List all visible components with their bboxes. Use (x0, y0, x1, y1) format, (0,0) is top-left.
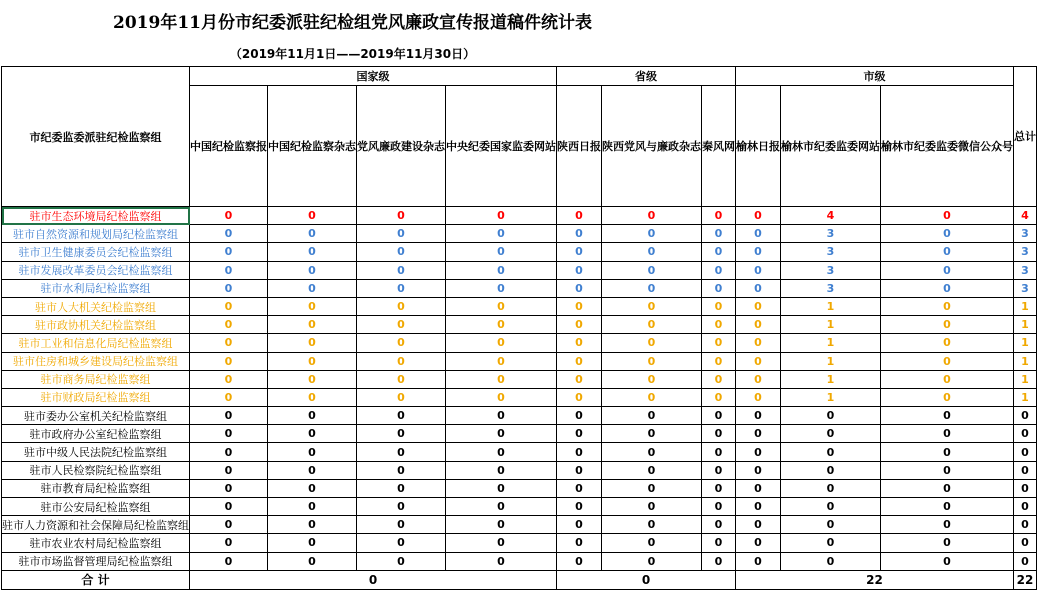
value-cell[interactable]: 0 (268, 370, 357, 388)
value-cell[interactable]: 0 (736, 479, 781, 497)
value-cell[interactable]: 0 (781, 461, 881, 479)
value-cell[interactable]: 0 (357, 207, 446, 225)
value-cell[interactable]: 0 (446, 443, 557, 461)
group-name-cell[interactable]: 驻市水利局纪检监察组 (2, 279, 190, 297)
value-cell[interactable]: 0 (190, 225, 268, 243)
value-cell[interactable]: 0 (736, 552, 781, 570)
value-cell[interactable]: 0 (702, 498, 736, 516)
value-cell[interactable]: 0 (781, 534, 881, 552)
value-cell[interactable]: 0 (881, 243, 1014, 261)
value-cell[interactable]: 1 (1014, 334, 1037, 352)
value-cell[interactable]: 0 (881, 516, 1014, 534)
value-cell[interactable]: 0 (268, 498, 357, 516)
value-cell[interactable]: 0 (268, 516, 357, 534)
table-row (2, 334, 1037, 352)
value-cell[interactable]: 0 (557, 461, 602, 479)
value-cell[interactable]: 1 (1014, 352, 1037, 370)
value-cell[interactable]: 0 (268, 297, 357, 315)
table-row (2, 516, 1037, 534)
value-cell[interactable]: 0 (602, 425, 702, 443)
value-cell[interactable]: 0 (781, 407, 881, 425)
value-cell[interactable]: 0 (190, 352, 268, 370)
group-name-cell[interactable]: 驻市人民检察院纪检监察组 (2, 461, 190, 479)
group-name-cell[interactable]: 驻市人大机关纪检监察组 (2, 297, 190, 315)
value-cell[interactable]: 0 (1014, 479, 1037, 497)
value-cell[interactable]: 0 (357, 425, 446, 443)
value-cell[interactable]: 0 (602, 370, 702, 388)
value-cell[interactable]: 0 (781, 479, 881, 497)
value-cell[interactable]: 0 (446, 388, 557, 406)
group-name-cell[interactable]: 驻市卫生健康委员会纪检监察组 (2, 243, 190, 261)
statistics-table (1, 66, 1037, 590)
value-cell[interactable]: 0 (446, 461, 557, 479)
value-cell[interactable]: 1 (781, 370, 881, 388)
value-cell[interactable]: 3 (781, 279, 881, 297)
value-cell[interactable]: 0 (268, 352, 357, 370)
value-cell[interactable]: 1 (1014, 388, 1037, 406)
value-cell[interactable]: 0 (357, 552, 446, 570)
value-cell[interactable]: 0 (1014, 461, 1037, 479)
value-cell[interactable]: 0 (702, 479, 736, 497)
value-cell[interactable]: 0 (268, 279, 357, 297)
value-cell[interactable]: 0 (557, 516, 602, 534)
value-cell[interactable]: 0 (446, 425, 557, 443)
value-cell[interactable]: 0 (446, 516, 557, 534)
value-cell[interactable]: 0 (602, 243, 702, 261)
group-name-cell[interactable]: 驻市住房和城乡建设局纪检监察组 (2, 352, 190, 370)
value-cell[interactable]: 0 (268, 334, 357, 352)
value-cell[interactable]: 0 (702, 316, 736, 334)
value-cell[interactable]: 0 (268, 388, 357, 406)
value-cell[interactable]: 0 (557, 443, 602, 461)
value-cell[interactable]: 0 (736, 370, 781, 388)
value-cell[interactable]: 0 (190, 498, 268, 516)
value-cell[interactable]: 0 (190, 552, 268, 570)
row-header-cell[interactable]: 市纪委监委派驻纪检监察组 (2, 67, 190, 207)
value-cell[interactable]: 0 (357, 461, 446, 479)
value-cell[interactable]: 0 (446, 370, 557, 388)
value-cell[interactable]: 0 (1014, 443, 1037, 461)
table-row (2, 352, 1037, 370)
value-cell[interactable]: 1 (781, 352, 881, 370)
group-name-cell[interactable]: 驻市财政局纪检监察组 (2, 388, 190, 406)
value-cell[interactable]: 0 (702, 334, 736, 352)
value-cell[interactable]: 0 (557, 316, 602, 334)
value-cell[interactable]: 0 (357, 261, 446, 279)
value-cell[interactable]: 0 (557, 225, 602, 243)
value-cell[interactable]: 0 (881, 534, 1014, 552)
value-cell[interactable]: 4 (781, 207, 881, 225)
value-cell[interactable]: 0 (602, 352, 702, 370)
value-cell[interactable]: 0 (881, 479, 1014, 497)
value-cell[interactable]: 0 (557, 407, 602, 425)
value-cell[interactable]: 0 (736, 516, 781, 534)
value-cell[interactable]: 0 (602, 388, 702, 406)
value-cell[interactable]: 0 (881, 279, 1014, 297)
table-row (2, 425, 1037, 443)
group-name-cell[interactable]: 驻市委办公室机关纪检监察组 (2, 407, 190, 425)
column-header-dflzjszz[interactable]: 党风廉政建设杂志 (357, 86, 446, 207)
value-cell[interactable]: 0 (602, 225, 702, 243)
value-cell[interactable]: 0 (446, 316, 557, 334)
value-cell[interactable]: 4 (1014, 207, 1037, 225)
group-name-cell[interactable]: 驻市公安局纪检监察组 (2, 498, 190, 516)
value-cell[interactable]: 0 (446, 243, 557, 261)
value-cell[interactable]: 0 (190, 243, 268, 261)
value-cell[interactable]: 0 (702, 279, 736, 297)
value-cell[interactable]: 0 (357, 407, 446, 425)
value-cell[interactable]: 0 (736, 498, 781, 516)
value-cell[interactable]: 0 (602, 516, 702, 534)
column-header-qfw[interactable]: 秦风网 (702, 86, 736, 207)
value-cell[interactable]: 0 (190, 388, 268, 406)
table-row (2, 498, 1037, 516)
value-cell[interactable]: 0 (881, 388, 1014, 406)
value-cell[interactable]: 0 (357, 534, 446, 552)
value-cell[interactable]: 0 (736, 316, 781, 334)
value-cell[interactable]: 0 (702, 461, 736, 479)
group-provincial[interactable]: 省级 (557, 67, 736, 86)
value-cell[interactable]: 0 (446, 261, 557, 279)
value-cell[interactable]: 0 (602, 261, 702, 279)
column-header-sxrb[interactable]: 陕西日报 (557, 86, 602, 207)
group-name-cell[interactable]: 驻市工业和信息化局纪检监察组 (2, 334, 190, 352)
group-name-cell[interactable]: 驻市政府办公室纪检监察组 (2, 425, 190, 443)
value-cell[interactable]: 0 (268, 407, 357, 425)
column-header-total[interactable]: 总计 (1014, 67, 1037, 207)
value-cell[interactable]: 0 (557, 207, 602, 225)
value-cell[interactable]: 0 (736, 388, 781, 406)
value-cell[interactable]: 0 (268, 425, 357, 443)
table-row (2, 316, 1037, 334)
value-cell[interactable]: 0 (446, 352, 557, 370)
group-city[interactable]: 市级 (736, 67, 1014, 86)
table-row (2, 534, 1037, 552)
total-city[interactable]: 22 (736, 570, 1014, 589)
value-cell[interactable]: 0 (781, 498, 881, 516)
value-cell[interactable]: 0 (602, 316, 702, 334)
value-cell[interactable]: 0 (881, 316, 1014, 334)
table-row (2, 407, 1037, 425)
value-cell[interactable]: 0 (736, 461, 781, 479)
value-cell[interactable]: 0 (268, 243, 357, 261)
value-cell[interactable]: 0 (781, 425, 881, 443)
sheet-title[interactable]: 2019年11月份市纪委派驻纪检组党风廉政宣传报道稿件统计表 (113, 12, 592, 33)
value-cell[interactable]: 0 (190, 425, 268, 443)
value-cell[interactable]: 3 (1014, 243, 1037, 261)
value-cell[interactable]: 0 (702, 516, 736, 534)
group-name-cell[interactable]: 驻市生态环境局纪检监察组 (2, 207, 190, 225)
value-cell[interactable]: 0 (736, 207, 781, 225)
value-cell[interactable]: 3 (781, 261, 881, 279)
value-cell[interactable]: 0 (357, 516, 446, 534)
value-cell[interactable]: 0 (446, 498, 557, 516)
value-cell[interactable]: 0 (881, 461, 1014, 479)
value-cell[interactable]: 0 (357, 479, 446, 497)
value-cell[interactable]: 0 (357, 225, 446, 243)
value-cell[interactable]: 0 (446, 334, 557, 352)
value-cell[interactable]: 0 (602, 552, 702, 570)
table-row (2, 552, 1037, 570)
total-row (2, 570, 1037, 589)
value-cell[interactable]: 0 (446, 225, 557, 243)
value-cell[interactable]: 0 (736, 352, 781, 370)
group-name-cell[interactable]: 驻市自然资源和规划局纪检监察组 (2, 225, 190, 243)
value-cell[interactable]: 0 (357, 334, 446, 352)
group-name-cell[interactable]: 驻市商务局纪检监察组 (2, 370, 190, 388)
value-cell[interactable]: 0 (190, 534, 268, 552)
value-cell[interactable]: 1 (1014, 316, 1037, 334)
value-cell[interactable]: 3 (781, 225, 881, 243)
value-cell[interactable]: 0 (268, 552, 357, 570)
value-cell[interactable]: 0 (268, 461, 357, 479)
value-cell[interactable]: 0 (781, 443, 881, 461)
value-cell[interactable]: 0 (268, 225, 357, 243)
table-row (2, 388, 1037, 406)
value-cell[interactable]: 0 (446, 407, 557, 425)
column-header-ylsjwjwwz[interactable]: 榆林市纪委监委网站 (781, 86, 881, 207)
value-cell[interactable]: 0 (557, 479, 602, 497)
value-cell[interactable]: 0 (557, 552, 602, 570)
value-cell[interactable]: 0 (557, 534, 602, 552)
value-cell[interactable]: 0 (268, 207, 357, 225)
value-cell[interactable]: 0 (190, 516, 268, 534)
column-header-zgjjjcb[interactable]: 中国纪检监察报 (190, 86, 268, 207)
value-cell[interactable]: 0 (736, 407, 781, 425)
value-cell[interactable]: 0 (602, 479, 702, 497)
value-cell[interactable]: 0 (190, 316, 268, 334)
value-cell[interactable]: 0 (702, 225, 736, 243)
group-name-cell[interactable]: 驻市市场监督管理局纪检监察组 (2, 552, 190, 570)
value-cell[interactable]: 0 (702, 534, 736, 552)
value-cell[interactable]: 0 (602, 297, 702, 315)
value-cell[interactable]: 1 (781, 297, 881, 315)
value-cell[interactable]: 0 (702, 370, 736, 388)
total-provincial[interactable]: 0 (557, 570, 736, 589)
value-cell[interactable]: 0 (781, 552, 881, 570)
value-cell[interactable]: 0 (736, 443, 781, 461)
value-cell[interactable]: 0 (736, 225, 781, 243)
value-cell[interactable]: 0 (557, 425, 602, 443)
table-row (2, 243, 1037, 261)
value-cell[interactable]: 0 (881, 552, 1014, 570)
value-cell[interactable]: 0 (1014, 552, 1037, 570)
value-cell[interactable]: 1 (781, 388, 881, 406)
value-cell[interactable]: 0 (190, 207, 268, 225)
value-cell[interactable]: 0 (736, 279, 781, 297)
group-name-cell[interactable]: 驻市农业农村局纪检监察组 (2, 534, 190, 552)
table-row (2, 461, 1037, 479)
value-cell[interactable]: 0 (357, 279, 446, 297)
value-cell[interactable]: 0 (881, 370, 1014, 388)
value-cell[interactable]: 0 (190, 334, 268, 352)
value-cell[interactable]: 0 (602, 279, 702, 297)
total-national[interactable]: 0 (190, 570, 557, 589)
value-cell[interactable]: 3 (1014, 279, 1037, 297)
value-cell[interactable]: 0 (1014, 425, 1037, 443)
value-cell[interactable]: 0 (881, 407, 1014, 425)
value-cell[interactable]: 0 (1014, 498, 1037, 516)
value-cell[interactable]: 1 (781, 316, 881, 334)
column-header-zgjjjczz[interactable]: 中国纪检监察杂志 (268, 86, 357, 207)
group-name-cell[interactable]: 驻市人力资源和社会保障局纪检监察组 (2, 516, 190, 534)
value-cell[interactable]: 0 (557, 297, 602, 315)
value-cell[interactable]: 0 (736, 243, 781, 261)
value-cell[interactable]: 0 (268, 534, 357, 552)
value-cell[interactable]: 0 (357, 316, 446, 334)
total-grand[interactable]: 22 (1014, 570, 1037, 589)
value-cell[interactable]: 0 (781, 516, 881, 534)
value-cell[interactable]: 0 (190, 261, 268, 279)
value-cell[interactable]: 0 (702, 443, 736, 461)
value-cell[interactable]: 0 (268, 479, 357, 497)
value-cell[interactable]: 0 (190, 407, 268, 425)
value-cell[interactable]: 0 (702, 297, 736, 315)
value-cell[interactable]: 0 (1014, 534, 1037, 552)
table-row (2, 225, 1037, 243)
column-header-ylrb[interactable]: 榆林日报 (736, 86, 781, 207)
value-cell[interactable]: 0 (557, 279, 602, 297)
value-cell[interactable]: 0 (881, 352, 1014, 370)
value-cell[interactable]: 0 (446, 534, 557, 552)
value-cell[interactable]: 0 (736, 534, 781, 552)
value-cell[interactable]: 3 (781, 243, 881, 261)
value-cell[interactable]: 0 (881, 334, 1014, 352)
value-cell[interactable]: 0 (446, 552, 557, 570)
group-national[interactable]: 国家级 (190, 67, 557, 86)
value-cell[interactable]: 0 (357, 388, 446, 406)
value-cell[interactable]: 0 (702, 243, 736, 261)
column-header-sxdflzzz[interactable]: 陕西党风与廉政杂志 (602, 86, 702, 207)
table-row (2, 479, 1037, 497)
value-cell[interactable]: 0 (268, 316, 357, 334)
value-cell[interactable]: 0 (557, 261, 602, 279)
value-cell[interactable]: 0 (357, 297, 446, 315)
value-cell[interactable]: 1 (1014, 370, 1037, 388)
value-cell[interactable]: 0 (702, 425, 736, 443)
value-cell[interactable]: 0 (190, 370, 268, 388)
table-row (2, 261, 1037, 279)
value-cell[interactable]: 0 (557, 243, 602, 261)
value-cell[interactable]: 0 (881, 443, 1014, 461)
table-row (2, 443, 1037, 461)
value-cell[interactable]: 0 (357, 352, 446, 370)
group-name-cell[interactable]: 驻市教育局纪检监察组 (2, 479, 190, 497)
value-cell[interactable]: 0 (736, 297, 781, 315)
table-row (2, 370, 1037, 388)
value-cell[interactable]: 1 (781, 334, 881, 352)
value-cell[interactable]: 0 (702, 388, 736, 406)
value-cell[interactable]: 0 (357, 243, 446, 261)
value-cell[interactable]: 0 (357, 498, 446, 516)
group-name-cell[interactable]: 驻市政协机关纪检监察组 (2, 316, 190, 334)
value-cell[interactable]: 0 (881, 425, 1014, 443)
value-cell[interactable]: 0 (557, 334, 602, 352)
value-cell[interactable]: 0 (602, 498, 702, 516)
value-cell[interactable]: 0 (881, 261, 1014, 279)
value-cell[interactable]: 0 (881, 225, 1014, 243)
value-cell[interactable]: 0 (357, 370, 446, 388)
value-cell[interactable]: 0 (602, 334, 702, 352)
value-cell[interactable]: 0 (881, 297, 1014, 315)
value-cell[interactable]: 0 (446, 279, 557, 297)
column-header-zyjwgjjwwz[interactable]: 中央纪委国家监委网站 (446, 86, 557, 207)
value-cell[interactable]: 0 (702, 261, 736, 279)
value-cell[interactable]: 1 (1014, 297, 1037, 315)
value-cell[interactable]: 0 (1014, 407, 1037, 425)
value-cell[interactable]: 0 (881, 498, 1014, 516)
value-cell[interactable]: 0 (190, 461, 268, 479)
value-cell[interactable]: 0 (446, 207, 557, 225)
value-cell[interactable]: 0 (881, 207, 1014, 225)
value-cell[interactable]: 0 (1014, 516, 1037, 534)
column-header-ylsjwjwwxgzh[interactable]: 榆林市纪委监委微信公众号 (881, 86, 1014, 207)
table-row (2, 207, 1037, 225)
value-cell[interactable]: 0 (702, 407, 736, 425)
value-cell[interactable]: 0 (190, 479, 268, 497)
total-label[interactable]: 合 计 (2, 570, 190, 589)
value-cell[interactable]: 0 (602, 461, 702, 479)
value-cell[interactable]: 0 (602, 534, 702, 552)
value-cell[interactable]: 0 (736, 425, 781, 443)
value-cell[interactable]: 0 (702, 207, 736, 225)
value-cell[interactable]: 0 (736, 334, 781, 352)
value-cell[interactable]: 0 (557, 388, 602, 406)
value-cell[interactable]: 3 (1014, 225, 1037, 243)
group-name-cell[interactable]: 驻市中级人民法院纪检监察组 (2, 443, 190, 461)
table-row (2, 279, 1037, 297)
value-cell[interactable]: 0 (357, 443, 446, 461)
group-name-cell[interactable]: 驻市发展改革委员会纪检监察组 (2, 261, 190, 279)
value-cell[interactable]: 0 (557, 498, 602, 516)
value-cell[interactable]: 0 (702, 352, 736, 370)
value-cell[interactable]: 0 (190, 279, 268, 297)
value-cell[interactable]: 0 (190, 443, 268, 461)
value-cell[interactable]: 0 (602, 207, 702, 225)
table-row (2, 297, 1037, 315)
value-cell[interactable]: 0 (702, 552, 736, 570)
value-cell[interactable]: 0 (268, 443, 357, 461)
value-cell[interactable]: 0 (190, 297, 268, 315)
value-cell[interactable]: 3 (1014, 261, 1037, 279)
value-cell[interactable]: 0 (602, 443, 702, 461)
value-cell[interactable]: 0 (557, 352, 602, 370)
value-cell[interactable]: 0 (557, 370, 602, 388)
date-range[interactable]: （2019年11月1日——2019年11月30日） (229, 46, 476, 61)
value-cell[interactable]: 0 (446, 479, 557, 497)
value-cell[interactable]: 0 (446, 297, 557, 315)
value-cell[interactable]: 0 (736, 261, 781, 279)
value-cell[interactable]: 0 (268, 261, 357, 279)
value-cell[interactable]: 0 (602, 407, 702, 425)
table-body (2, 207, 1037, 571)
